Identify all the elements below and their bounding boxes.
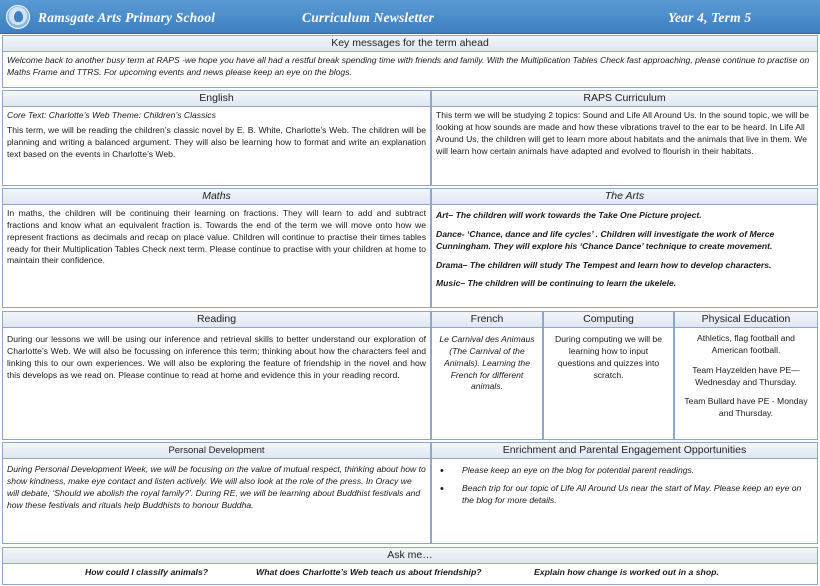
reading-heading: Reading	[2, 311, 431, 328]
computing-heading: Computing	[543, 311, 674, 328]
physical-education-heading: Physical Education	[674, 311, 818, 328]
enrichment-panel	[431, 458, 818, 544]
key-messages-panel	[2, 51, 818, 88]
reading-panel	[2, 327, 431, 440]
english-heading: English	[2, 90, 431, 107]
ask-me-heading: Ask me…	[2, 547, 818, 564]
ask-question-3: Explain how change is worked out in a shop.	[534, 567, 719, 577]
arts-dance: Dance- ‘Chance, dance and life cycles’ . Children will investigate the work of Merce Cunningham. They will explore his ‘Chance Dance’ technique to create movement.	[436, 228, 775, 251]
personal-development-heading: Personal Development	[2, 442, 431, 459]
key-messages-text: Welcome back to another busy term at RAPS -we hope you have all had a restful break spending time with friends and family. With the Multiplication Tables Check fast approaching, please continue to practise on Maths Frame and TTRS. For upcoming events and news please keep an eye on the blogs.	[7, 55, 810, 77]
the-arts-heading: The Arts	[431, 188, 818, 205]
list-item: • Please keep an eye on the blog for potential parent readings.	[436, 465, 813, 477]
pe-activities: Athletics, flag football and American football.	[697, 333, 795, 355]
arts-music: Music– The children will be continuing to learn the ukelele.	[436, 278, 677, 289]
raps-curriculum-panel	[431, 106, 818, 186]
arts-art: Art– The children will work towards the Take One Picture project.	[436, 210, 702, 220]
header-banner	[0, 0, 820, 34]
arts-drama: Drama– The children will study The Tempest and learn how to develop characters.	[436, 259, 772, 270]
computing-panel	[543, 327, 674, 440]
list-item: • Beach trip for our topic of Life All Around Us near the start of May. Please keep an eye on the blog for more details.	[436, 483, 813, 507]
reading-body: During our lessons we will be using our inference and retrieval skills to better understand our exploration of Charlotte’s Web. We will also be focussing on inference this term; thinking about how the characters feel and linking this to our own experiences. We will also be exploring the feature of friendship in the novel and how this develops as we read on. Please continue to read at home and evidence this in your reading record.	[7, 334, 426, 380]
english-core-text: Core Text: Charlotte’s Web Theme: Children’s Classics	[7, 110, 216, 120]
year-term: Year 4, Term 5	[668, 10, 752, 25]
ask-question-1: How could I classify animals?	[85, 567, 209, 577]
computing-body: During computing we will be learning how to input questions and quizzes into scratch.	[555, 334, 662, 380]
english-panel	[2, 106, 431, 186]
key-messages-heading: Key messages for the term ahead	[2, 35, 818, 52]
ask-question-2: What does Charlotte’s Web teach us about friendship?	[256, 567, 482, 577]
enrichment-list	[436, 465, 813, 507]
maths-heading: Maths	[2, 188, 431, 205]
raps-curriculum-body: This term we will be studying 2 topics: Sound and Life All Around Us. In the sound topic, we will be looking at how sounds are made and how these vibrations travel to the ear to be heard. In Life All Around Us, the children will get to learn more about habitats and the animals that live in them. We will learn how certain animals have adapted and evolved to flourish in their habitats.	[436, 110, 810, 156]
maths-body: In maths, the children will be continuing their learning on fractions. They will learn to add and subtract fractions and know what an equivalent fraction is. Towards the end of the term we will move onto how we represent fractions as decimals and recap on place value. Children will continue to practise their times tables ready for their Multiplication Tables Check next term. Please continue to practise with your children at home to maintain their confidence.	[7, 208, 426, 266]
raps-curriculum-heading: RAPS Curriculum	[431, 90, 818, 107]
physical-education-panel	[674, 327, 818, 440]
enrichment-heading: Enrichment and Parental Engagement Opportunities	[431, 442, 818, 459]
personal-development-panel	[2, 458, 431, 544]
pe-team-bullard: Team Bullard have PE - Monday and Thursday.	[684, 396, 808, 419]
french-body: Le Carnival des Animaus (The Carnival of the Animals). Learning the French for different animals.	[439, 334, 535, 392]
maths-panel	[2, 204, 431, 308]
school-logo-icon	[6, 5, 30, 29]
newsletter-title: Curriculum Newsletter	[302, 10, 435, 25]
french-heading: French	[431, 311, 543, 328]
english-body: This term, we will be reading the children’s classic novel by E. B. White, Charlotte’s Web. The children will be planning and writing a balanced argument. They will also be learning how to format and write an explanation text based on the events in Charlotte’s Web.	[7, 124, 426, 159]
school-name: Ramsgate Arts Primary School	[38, 10, 216, 25]
the-arts-panel	[431, 204, 818, 308]
french-panel	[431, 327, 543, 440]
personal-development-body: During Personal Development Week, we will be focusing on the value of mutual respect, thinking about how to show kindness, make eye contact and listen actively. We will also look at the role of the press. In Oracy we will debate, ‘Should we abolish the royal family?’. During RE, we will be learning about Buddhist festivals and how these festivals and rituals help Buddhists to honour Buddha.	[7, 464, 426, 510]
pe-team-hayzelden: Team Hayzelden have PE— Wednesday and Thursday.	[692, 364, 800, 387]
